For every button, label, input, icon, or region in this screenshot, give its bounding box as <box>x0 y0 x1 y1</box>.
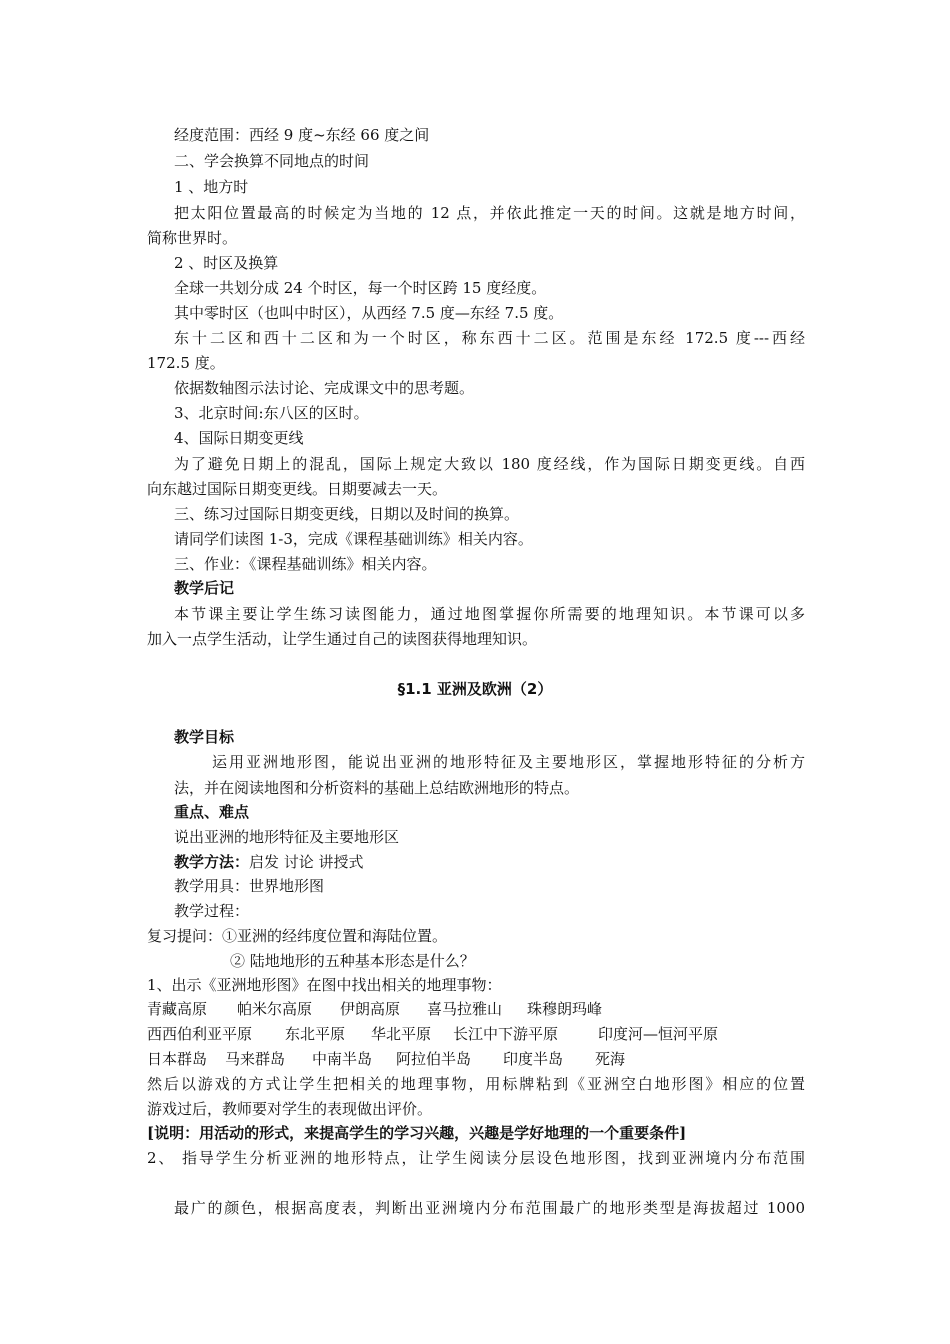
term: 西西伯利亚平原 <box>147 1025 253 1043</box>
postscript-heading: 教学后记 <box>174 579 235 597</box>
term: 东北平原 <box>285 1025 346 1043</box>
term: 青藏高原 <box>147 1000 208 1018</box>
text-line: 游戏过后，教师要对学生的表现做出评价。 <box>147 1100 433 1118</box>
text-line: 运用亚洲地形图，能说出亚洲的地形特征及主要地形区，掌握地形特征的分析方 <box>212 753 805 771</box>
text-line: 全球一共划分成 24 个时区，每一个时区跨 15 度经度。 <box>174 279 547 297</box>
section-title: §1.1 亚洲及欧洲（2） <box>397 680 553 698</box>
text-line: 请同学们读图 1-3，完成《课程基础训练》相关内容。 <box>174 530 533 548</box>
text-line: 教学过程： <box>174 902 250 920</box>
text-line: 1 、地方时 <box>174 178 249 196</box>
text-line: 为了避免日期上的混乱，国际上规定大致以 180 度经线，作为国际日期变更线。自西 <box>174 455 805 473</box>
term: 华北平原 <box>371 1025 432 1043</box>
term: 珠穆朗玛峰 <box>527 1000 603 1018</box>
term: 帕米尔高原 <box>237 1000 313 1018</box>
term: 印度半岛 <box>503 1050 564 1068</box>
text-line: 三、练习过国际日期变更线，日期以及时间的换算。 <box>174 505 520 523</box>
text-line: 其中零时区（也叫中时区），从西经 7.5 度—东经 7.5 度。 <box>174 304 564 322</box>
terms-row <box>147 1024 718 1044</box>
method-value: 启发 讨论 讲授式 <box>249 853 364 871</box>
text-line: 简称世界时。 <box>147 229 238 247</box>
term: 伊朗高原 <box>340 1000 401 1018</box>
text-line: 1、出示《亚洲地形图》在图中找出相关的地理事物： <box>147 976 502 994</box>
teaching-method <box>174 852 364 872</box>
text-line: 东十二区和西十二区和为一个时区，称东西十二区。范围是东经 172.5 度---西经 <box>174 329 805 347</box>
text-line: 法，并在阅读地图和分析资料的基础上总结欧洲地形的特点。 <box>174 779 580 797</box>
terms-row <box>147 1049 625 1069</box>
note-text: [说明：用活动的形式，来提高学生的学习兴趣，兴趣是学好地理的一个重要条件] <box>147 1124 687 1142</box>
text-line: 172.5 度。 <box>147 354 225 372</box>
text-line: 本节课主要让学生练习读图能力，通过地图掌握你所需要的地理知识。本节课可以多 <box>174 605 805 623</box>
text-line: 2 、时区及换算 <box>174 254 279 272</box>
text-line: 最广的颜色，根据高度表，判断出亚洲境内分布范围最广的地形类型是海拔超过 1000 <box>174 1199 805 1217</box>
text-line: 二、学会换算不同地点的时间 <box>174 152 370 170</box>
term: 死海 <box>595 1050 626 1068</box>
text-line: 说出亚洲的地形特征及主要地形区 <box>174 828 400 846</box>
text-line: 依据数轴图示法讨论、完成课文中的思考题。 <box>174 379 475 397</box>
text-line: 把太阳位置最高的时候定为当地的 12 点，并依此推定一天的时间。这就是地方时间， <box>174 204 805 222</box>
text-line: 经度范围：西经 9 度~东经 66 度之间 <box>174 126 430 144</box>
text-line: 2、 指导学生分析亚洲的地形特点，让学生阅读分层设色地形图，找到亚洲境内分布范围 <box>147 1149 805 1167</box>
text-line: 4、国际日期变更线 <box>174 429 304 447</box>
text-line: 然后以游戏的方式让学生把相关的地理事物，用标牌粘到《亚洲空白地形图》相应的位置 <box>147 1075 805 1093</box>
keypoints-heading: 重点、难点 <box>174 803 250 821</box>
text-line: 复习提问：①亚洲的经纬度位置和海陆位置。 <box>147 927 448 945</box>
term: 印度河—恒河平原 <box>598 1025 719 1043</box>
text-line: 三、作业：《课程基础训练》相关内容。 <box>174 555 437 573</box>
term: 长江中下游平原 <box>453 1025 559 1043</box>
text-line: 加入一点学生活动，让学生通过自己的读图获得地理知识。 <box>147 630 538 648</box>
method-label: 教学方法： <box>174 853 250 871</box>
term: 阿拉伯半岛 <box>396 1050 472 1068</box>
term: 马来群岛 <box>225 1050 286 1068</box>
term: 日本群岛 <box>147 1050 208 1068</box>
objectives-heading: 教学目标 <box>174 728 235 746</box>
text-line: 3、北京时间:东八区的区时。 <box>174 404 369 422</box>
text-line: ② 陆地地形的五种基本形态是什么？ <box>230 952 475 970</box>
term: 喜马拉雅山 <box>427 1000 503 1018</box>
text-line: 向东越过国际日期变更线。日期要减去一天。 <box>147 480 448 498</box>
text-line: 教学用具：世界地形图 <box>174 877 325 895</box>
term: 中南半岛 <box>312 1050 373 1068</box>
terms-row <box>147 999 602 1019</box>
